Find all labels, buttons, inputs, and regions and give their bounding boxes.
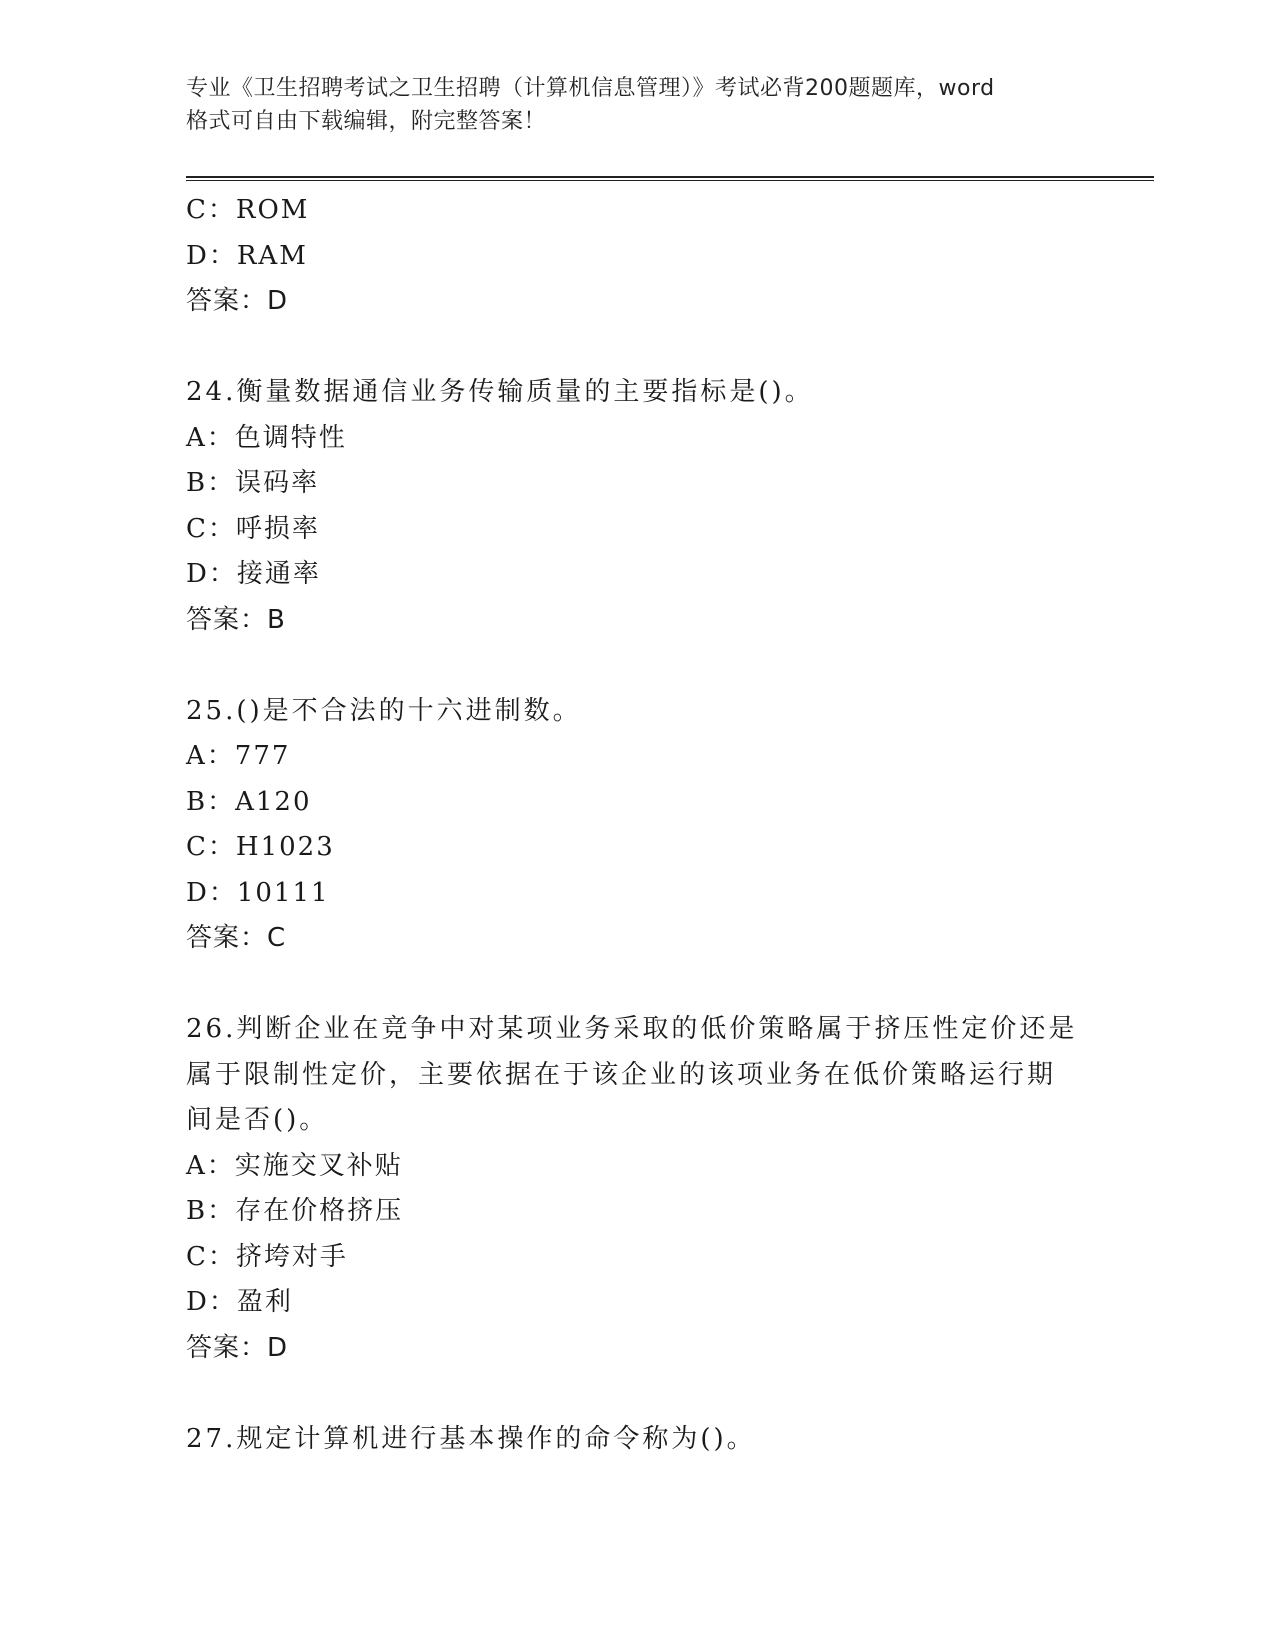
question-stem-line-2: 属于限制性定价，主要依据在于该企业的该项业务在低价策略运行期	[186, 1059, 1057, 1090]
option-a: A：实施交叉补贴	[186, 1150, 403, 1181]
question-stem-line-1: 26.判断企业在竞争中对某项业务采取的低价策略属于挤压性定价还是	[186, 1014, 1078, 1044]
document-header	[186, 72, 1086, 138]
question-24	[186, 370, 1086, 643]
header-line-2: 格式可自由下载编辑，附完整答案！	[186, 109, 547, 134]
question-stem-line-3: 间是否()。	[186, 1105, 329, 1135]
question-23-tail	[186, 188, 1086, 325]
answer: 答案：B	[186, 604, 286, 635]
option-d: D：盈利	[186, 1287, 293, 1317]
option-c: C：H1023	[186, 832, 335, 862]
question-list	[186, 188, 1086, 1462]
option-d: D：RAM	[186, 240, 308, 271]
spacer	[186, 962, 1086, 1008]
option-c: C：呼损率	[186, 513, 320, 544]
header-line-1: 专业《卫生招聘考试之卫生招聘（计算机信息管理）》考试必背200题题库，word	[186, 76, 995, 101]
question-26	[186, 1007, 1086, 1371]
option-b: B：误码率	[186, 468, 320, 498]
spacer	[186, 325, 1086, 371]
option-c: C：ROM	[186, 195, 310, 225]
option-c: C：挤垮对手	[186, 1241, 348, 1272]
question-stem: 27.规定计算机进行基本操作的命令称为()。	[186, 1423, 756, 1454]
option-b: B：存在价格挤压	[186, 1196, 404, 1226]
header-divider	[186, 176, 1154, 181]
answer: 答案：D	[186, 286, 289, 316]
question-27	[186, 1417, 1086, 1463]
question-stem: 24.衡量数据通信业务传输质量的主要指标是()。	[186, 377, 814, 407]
answer: 答案：D	[186, 1332, 289, 1363]
option-b: B：A120	[186, 786, 312, 817]
option-a: A：777	[186, 741, 291, 771]
answer: 答案：C	[186, 923, 287, 953]
question-stem: 25.()是不合法的十六进制数。	[186, 695, 582, 726]
option-d: D：10111	[186, 877, 330, 908]
option-d: D：接通率	[186, 559, 321, 589]
question-25	[186, 689, 1086, 962]
spacer	[186, 643, 1086, 689]
spacer	[186, 1371, 1086, 1417]
option-a: A：色调特性	[186, 422, 347, 453]
